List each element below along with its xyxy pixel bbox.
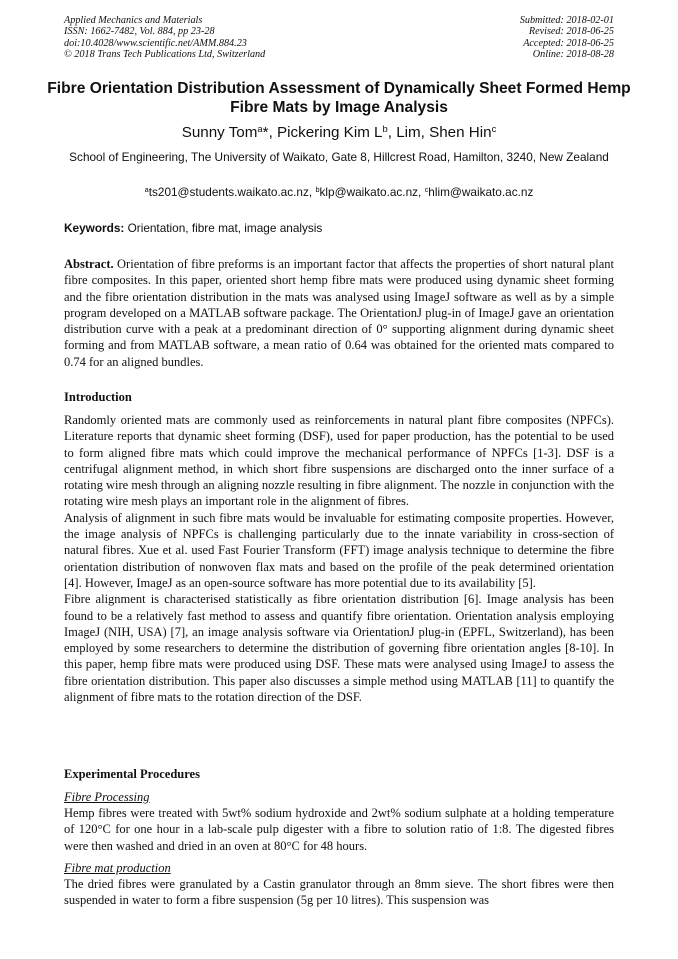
introduction-section: [64, 389, 614, 705]
journal-info: [64, 15, 265, 61]
fibre-processing-text: Hemp fibres were treated with 5wt% sodium hydroxide and 2wt% sodium sulphate at a holding temperature of 120°C for one hour in a lab-scale pulp digester with a fibre to solution ratio of 1:8. The digested fibres were then washed and dried in an oven at 80°C for 48 hours.: [64, 806, 614, 853]
introduction-heading: Introduction: [64, 390, 132, 404]
publication-dates: [520, 15, 614, 61]
fibre-processing-block: [64, 789, 614, 854]
author-3-name: , Lim, Shen Hin: [387, 124, 492, 141]
paper-title: Fibre Orientation Distribution Assessment of Dynamically Sheet Formed Hemp Fibre Mats by Image Analysis: [47, 80, 631, 116]
date-online: Online: 2018-08-28: [532, 49, 614, 61]
email-c: hlim@waikato.ac.nz: [428, 185, 534, 199]
journal-issn: ISSN: 1662-7482, Vol. 884, pp 23-28: [64, 26, 215, 38]
author-2-name: , Pickering Kim L: [268, 124, 383, 141]
journal-name: Applied Mechanics and Materials: [64, 15, 203, 26]
author-list: [40, 124, 638, 142]
email-a-sup: a: [144, 184, 149, 194]
abstract: [64, 256, 614, 370]
fibre-mat-production-heading: Fibre mat production: [64, 860, 171, 875]
date-accepted: Accepted: 2018-06-25: [523, 37, 614, 49]
author-2-affil: b: [382, 122, 388, 134]
corresponding-mark: *: [262, 124, 269, 141]
abstract-text: Orientation of fibre preforms is an important factor that affects the properties of short natural plant fibre composites. In this paper, oriented short hemp fibre mats were produced using dynamic sheet forming and the fibre orientation distribution in the mats was analysed using ImageJ software as well as by a simple program developed on a MATLAB software package. The OrientationJ plug-in of ImageJ gave an orientation distribution curve with a peak at a predominant direction of 0° supporting alignment during dynamic sheet forming and from MATLAB software, a mean ratio of 0.64 was obtained for the oriented mats compared to 0.74 for an aligned bundles.: [64, 257, 614, 369]
abstract-label: Abstract.: [64, 257, 114, 271]
date-submitted: Submitted: 2018-02-01: [519, 15, 614, 26]
keywords: [64, 221, 614, 236]
email-a: ts201@students.waikato.ac.nz,: [148, 185, 316, 199]
introduction-paragraph: Analysis of alignment in such fibre mats would be invaluable for estimating composite properties. However, the image analysis of NPFCs is challenging particularly due to the innate variability in cross-section of natural fibres. Xue et al. used Fast Fourier Transform (FFT) image analysis technique to determine the fibre orientation distribution of nonwoven flax mats and based on the profile of the peak determined orientation [4]. However, ImageJ as an open-source software has more potential due to its availability [5].: [64, 510, 614, 590]
email-c-sup: c: [424, 184, 429, 194]
journal-copyright: © 2018 Trans Tech Publications Ltd, Switzerland: [64, 49, 266, 61]
date-revised: Revised: 2018-06-25: [528, 26, 614, 38]
introduction-paragraph: Randomly oriented mats are commonly used as reinforcements in natural plant fibre composites (NPFCs). Literature reports that dynamic sheet forming (DSF), used for paper production, has the potential to be used to form aligned fibre mats which could improve the mechanical performance of NPFCs [1-3]. DSF is a centrifugal alignment method, in which short fibre suspensions are discharged onto the inner surface of a rotating wire mesh through an aligning nozzle resulting in fibre alignment. The nozzle in conjunction with the rotating wire mesh plays an important role in the alignment of fibres.: [64, 413, 614, 509]
journal-doi: doi:10.4028/www.scientific.net/AMM.884.23: [64, 37, 247, 49]
author-1-affil: a: [257, 122, 263, 134]
author-1-name: Sunny Tom: [181, 124, 258, 141]
fibre-mat-production-text: The dried fibres were granulated by a Castin granulator through an 8mm sieve. The short fibres were then suspended in water to form a fibre suspension (5g per 10 litres). This suspension was: [64, 876, 614, 908]
experimental-heading: Experimental Procedures: [64, 767, 200, 781]
experimental-section: [64, 766, 614, 908]
introduction-paragraph: Fibre alignment is characterised statistically as fibre orientation distribution [6]. Image analysis has been found to be a relatively fast method to assess and quantify fibre orientation. Orientation analysis employing ImageJ (NIH, USA) [7], an image analysis software via OrientationJ plug-in (EPFL, Switzerland), has been employed by some researchers to determine the distribution of governing fibre orientation angles [8-10]. In this paper, hemp fibre mats were produced using DSF. These mats were analysed using ImageJ to assess the fibre orientation distribution. This paper also discusses a simple method using MATLAB [11] to quantify the alignment of fibre mats to the rotation direction of the DSF.: [64, 592, 614, 705]
author-emails: [40, 185, 638, 200]
author-3-affil: c: [491, 122, 497, 134]
keywords-label: Keywords:: [64, 221, 125, 235]
keywords-text: Orientation, fibre mat, image analysis: [124, 221, 323, 235]
email-b-sup: b: [315, 184, 320, 194]
email-b: klp@waikato.ac.nz,: [319, 185, 425, 199]
affiliation: School of Engineering, The University of Waikato, Gate 8, Hillcrest Road, Hamilton, 3240, New Zealand: [69, 150, 609, 164]
fibre-processing-heading: Fibre Processing: [64, 790, 150, 804]
fibre-mat-production-block: [64, 860, 614, 909]
